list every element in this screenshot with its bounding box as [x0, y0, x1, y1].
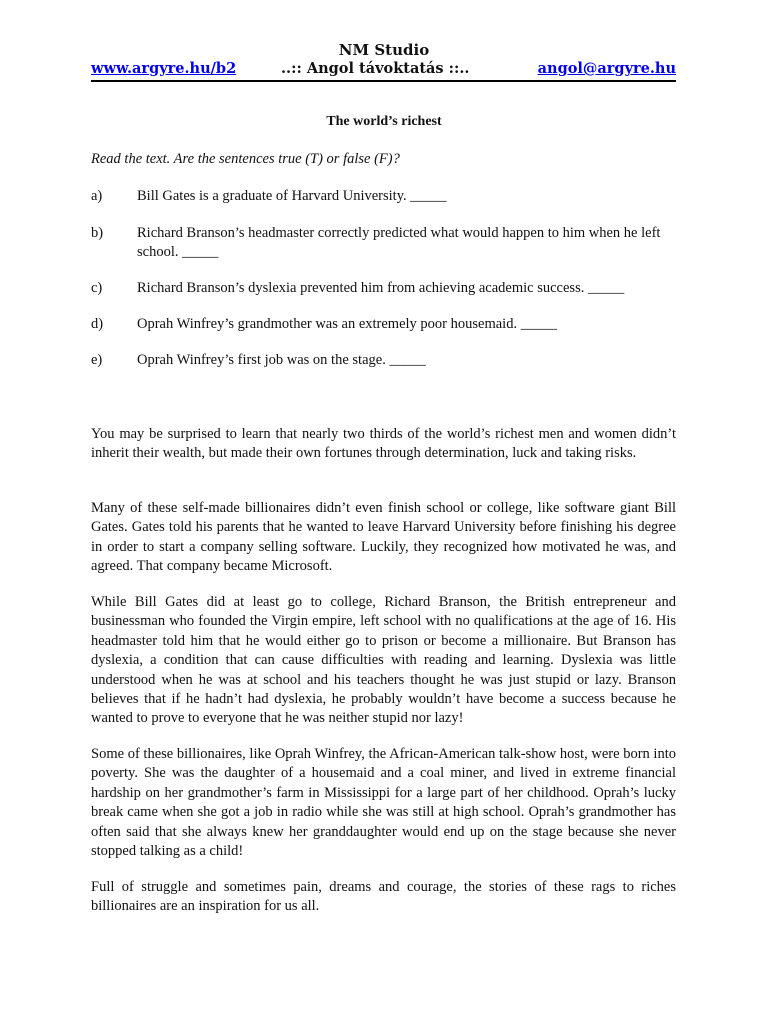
question-letter: a): [91, 188, 103, 204]
question-item: [91, 351, 676, 370]
question-text: Oprah Winfrey’s first job was on the stage. _____: [137, 352, 426, 368]
document-title: The world’s richest: [326, 114, 442, 129]
header-tagline: ..:: Angol távoktatás ::..: [281, 60, 470, 77]
question-text: Bill Gates is a graduate of Harvard University. _____: [137, 188, 447, 204]
question-letter: d): [91, 316, 104, 332]
paragraph: You may be surprised to learn that nearly two thirds of the world’s richest men and women didn’t inherit their wealth, but made their own fortunes through determination, luck and taking risks.: [91, 426, 676, 462]
header-row: [91, 60, 676, 82]
studio-name: NM Studio: [338, 41, 430, 59]
question-item: [91, 224, 676, 262]
paragraph: Some of these billionaires, like Oprah Winfrey, the African-American talk-show host, were born into poverty. She was the daughter of a housemaid and a coal miner, and lived in extreme financial hardship on her grandmother’s farm in Mississippi for a large part of her childhood. Oprah’s lucky break came when she got a job in radio while she was still at high school. Oprah’s grandmother has often said that she always knew her granddaughter would end up on the stage because she never stopped talking as a child!: [91, 746, 676, 860]
question-letter: c): [91, 280, 103, 296]
paragraph: Many of these self-made billionaires didn’t even finish school or college, like software giant Bill Gates. Gates told his parents that he wanted to leave Harvard University before finishing his degree in order to start a company selling software. Luckily, they recognized how motivated he was, and agreed. That company became Microsoft.: [91, 500, 676, 575]
question-text: Oprah Winfrey’s grandmother was an extremely poor housemaid. _____: [137, 316, 557, 332]
question-item: [91, 315, 676, 334]
instruction-text: Read the text. Are the sentences true (T) or false (F)?: [91, 151, 400, 167]
site-link[interactable]: www.argyre.hu/b2: [91, 60, 237, 77]
paragraph: Full of struggle and sometimes pain, dreams and courage, the stories of these rags to riches billionaires are an inspiration for us all.: [91, 879, 676, 915]
question-text: Richard Branson’s dyslexia prevented him from achieving academic success. _____: [137, 280, 625, 296]
question-letter: e): [91, 352, 103, 368]
paragraph: While Bill Gates did at least go to college, Richard Branson, the British entrepreneur and businessman who founded the Virgin empire, left school with no qualifications at the age of 16. His headmaster told him that he would either go to prison or become a millionaire. But Branson has dyslexia, a condition that can cause difficulties with reading and learning. Dyslexia was little understood when he was at school and his teachers thought he was just stupid or lazy. Branson believes that if he hadn’t had dyslexia, he probably wouldn’t have become a success because he wanted to prove to everyone that he was neither stupid nor lazy!: [91, 594, 676, 727]
email-link[interactable]: angol@argyre.hu: [537, 60, 676, 77]
question-letter: b): [91, 225, 104, 241]
question-item: [91, 279, 676, 298]
question-text: Richard Branson’s headmaster correctly predicted what would happen to him when he left school. _____: [137, 225, 661, 260]
question-item: [91, 187, 676, 206]
